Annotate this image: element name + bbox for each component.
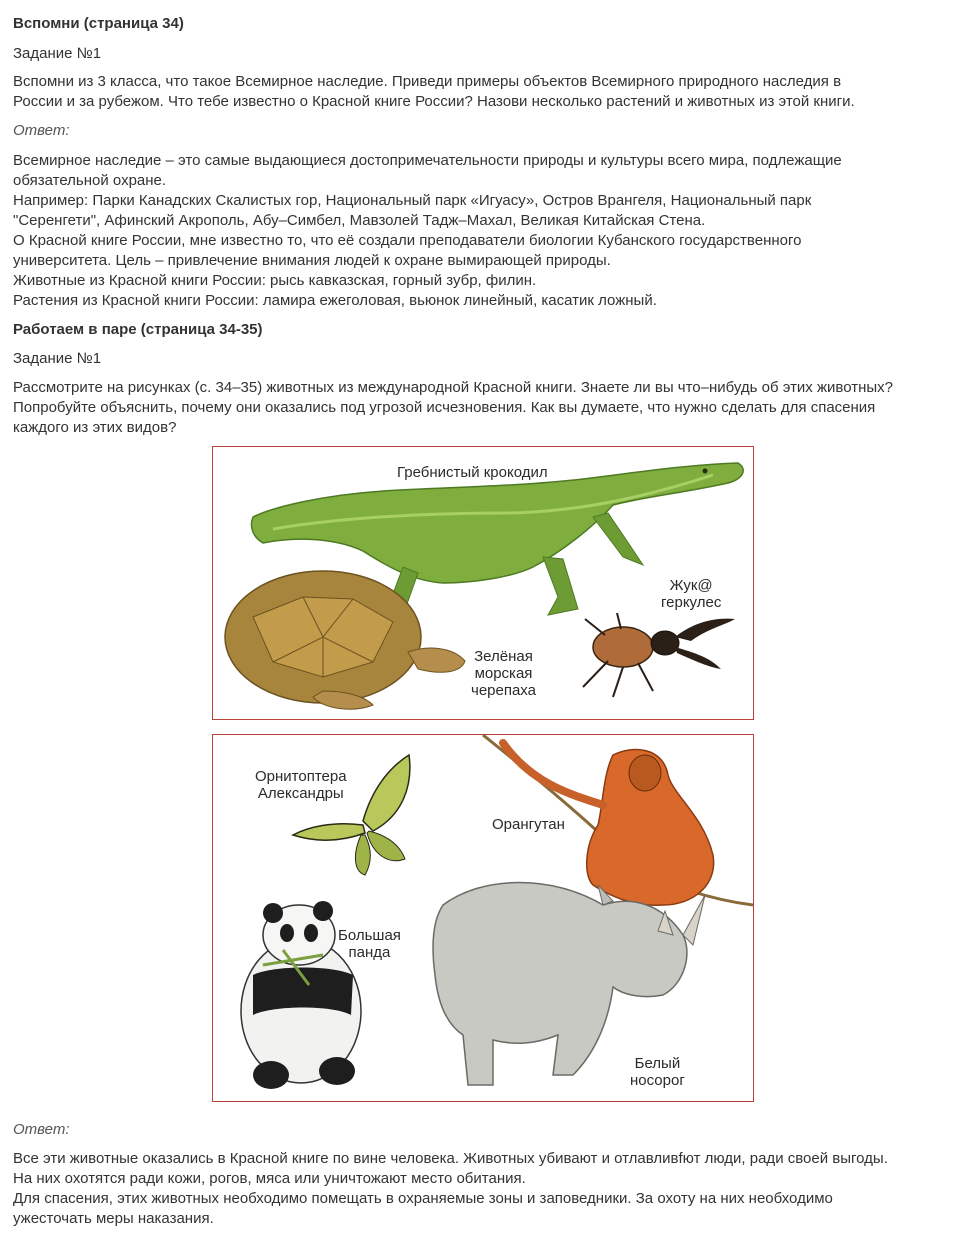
section1-answer-line: "Серенгети", Афинский Акрополь, Абу–Симбел, Мавзолей Тадж–Махал, Великая Китайская Стена. [13, 212, 706, 229]
section2-heading: Работаем в паре (страница 34-35) [13, 321, 263, 338]
turtle-label [471, 648, 536, 699]
turtle-label-line: морская [474, 665, 533, 682]
section1-answer-line: О Красной книге России, мне известно то, что её создали преподаватели биологии Кубанского государственного [13, 232, 802, 249]
section1-answer-line: обязательной охране. [13, 172, 167, 189]
panda-label [338, 927, 401, 961]
beetle-label-line: геркулес [661, 594, 722, 611]
turtle-illustration [225, 571, 465, 709]
rhino-label-line: носорог [630, 1072, 685, 1089]
section2-answer-line: Для спасения, этих животных необходимо помещать в охраняемые зоны и заповедники. За охоту на них необходимо [13, 1190, 833, 1207]
turtle-label-line: черепаха [471, 682, 536, 699]
section1-answer-line: Например: Парки Канадских Скалистых гор, Национальный парк «Игуасу», Остров Врангеля, Национальный парк [13, 192, 812, 209]
section1-answer-label: Ответ: [13, 122, 70, 139]
section2-answer-line: На них охотятся ради кожи, рогов, мяса или уничтожают место обитания. [13, 1170, 526, 1187]
section2-answer-line: ужесточать меры наказания. [13, 1210, 214, 1227]
rhino-label [630, 1055, 685, 1089]
butterfly-label-line: Орнитоптера [255, 768, 347, 785]
section1-answer-line: Растения из Красной книги России: ламира ежеголовая, вьюнок линейный, касатик ложный. [13, 292, 657, 309]
beetle-label-line: Жук@ [669, 577, 713, 594]
section1-heading: Вспомни (страница 34) [13, 15, 184, 32]
section2-question-line: Рассмотрите на рисунках (с. 34–35) животных из международной Красной книги. Знаете ли вы что–нибудь об этих животных? [13, 379, 893, 396]
section1-answer-line: университета. Цель – привлечение внимания людей к охране вымирающей природы. [13, 252, 611, 269]
figure-mammals-illustration [212, 734, 754, 1102]
orangutan-label: Орангутан [492, 816, 565, 833]
panda-label-line: панда [348, 944, 391, 961]
section1-answer-line: Всемирное наследие – это самые выдающиеся достопримечательности природы и культуры всего мира, подлежащие [13, 152, 842, 169]
rhino-label-line: Белый [634, 1055, 681, 1072]
section2-task-label: Задание №1 [13, 350, 102, 367]
section1-task-label: Задание №1 [13, 45, 102, 62]
butterfly-label-line: Александры [257, 785, 344, 802]
panda-label-line: Большая [338, 927, 401, 944]
section2-question-line: каждого из этих видов? [13, 419, 177, 436]
turtle-label-line: Зелёная [474, 648, 533, 665]
crocodile-label: Гребнистый крокодил [397, 464, 548, 481]
section1-answer-line: Животные из Красной книги России: рысь кавказская, горный зубр, филин. [13, 272, 537, 289]
section2-answer-line: Все эти животные оказались в Красной книге по вине человека. Животных убивают и отлавливfют люди, ради своей выгоды. [13, 1150, 888, 1167]
butterfly-label [255, 768, 347, 802]
section2-answer-label: Ответ: [13, 1121, 70, 1138]
figure-reptiles-illustration [212, 446, 754, 720]
beetle-illustration [583, 613, 735, 697]
section2-question-line: Попробуйте объяснить, почему они оказались под угрозой исчезновения. Как вы думаете, что нужно сделать для спасения [13, 399, 876, 416]
beetle-label [661, 577, 721, 611]
section1-question-line: России и за рубежом. Что тебе известно о Красной книге России? Назови несколько растений и животных из этой книги. [13, 93, 855, 110]
section1-question-line: Вспомни из 3 класса, что такое Всемирное наследие. Приведи примеры объектов Всемирного природного наследия в [13, 73, 842, 90]
